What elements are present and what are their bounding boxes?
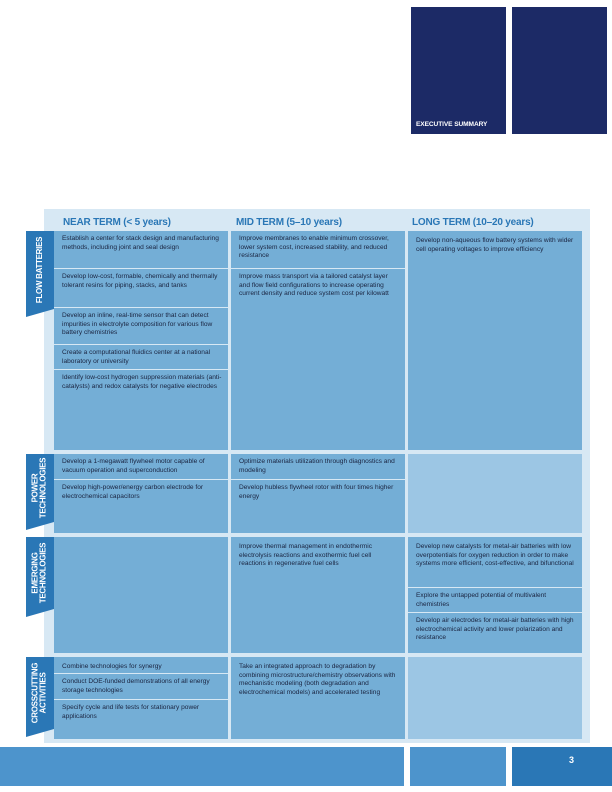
header-block-right bbox=[512, 7, 607, 134]
cell-cross-mid bbox=[231, 657, 405, 739]
column-header-long-term: LONG TERM (10–20 years) bbox=[412, 217, 534, 228]
list-item: Explore the untapped potential of multivalent chemistries bbox=[416, 592, 547, 608]
list-item: Improve mass transport via a tailored catalyst layer and flow field configurations to increase operating current density and reduce system cost per kilowatt bbox=[239, 273, 389, 297]
list-item: Develop an inline, real-time sensor that can detect impurities in electrolyte composition for various flow battery chemistries bbox=[62, 312, 213, 336]
cell-flow-near bbox=[54, 231, 228, 450]
list-item: Improve membranes to enable minimum crossover, lower system cost, increased stability, and reduced resistance bbox=[239, 235, 389, 259]
list-item: Optimize materials utilization through diagnostics and modeling bbox=[239, 458, 395, 474]
cell-flow-mid bbox=[231, 231, 405, 450]
cell-power-long bbox=[408, 454, 582, 533]
cell-flow-long bbox=[408, 231, 582, 450]
list-item: Develop a 1-megawatt flywheel motor capable of vacuum operation and superconduction bbox=[62, 458, 205, 474]
cell-power-near bbox=[54, 454, 228, 533]
list-item: Specify cycle and life tests for stationary power applications bbox=[62, 704, 200, 720]
list-item: Develop non-aqueous flow battery systems with wider cell operating voltages to improve efficiency bbox=[416, 237, 574, 253]
cell-emerging-mid bbox=[231, 537, 405, 653]
column-header-mid-term: MID TERM (5–10 years) bbox=[236, 217, 342, 228]
header-block-left bbox=[411, 7, 506, 134]
list-item: Develop high-power/energy carbon electrode for electrochemical capacitors bbox=[62, 484, 204, 500]
footer-bar-left bbox=[0, 747, 404, 786]
list-item: Develop new catalysts for metal-air batteries with low overpotentials for oxygen reduction in order to make systems more efficient, cost-effective, and bifunctional bbox=[416, 543, 574, 567]
list-item: Improve thermal management in endothermic electrolysis reactions and exothermic fuel cell reactions in regenerative fuel cells bbox=[239, 543, 373, 567]
column-header-near-term: NEAR TERM (< 5 years) bbox=[63, 217, 171, 228]
row-label-crosscutting-activities: CROSSCUTTING ACTIVITIES bbox=[26, 657, 54, 729]
list-item: Develop air electrodes for metal-air batteries with high electrochemical activity and lower polarization and resistance bbox=[416, 617, 574, 641]
cell-cross-near bbox=[54, 657, 228, 739]
cell-cross-long bbox=[408, 657, 582, 739]
cell-emerging-near bbox=[54, 537, 228, 653]
list-item: Develop low-cost, formable, chemically and thermally tolerant resins for piping, stacks, and tanks bbox=[62, 273, 218, 289]
section-label: EXECUTIVE SUMMARY bbox=[416, 121, 488, 128]
row-label-flow-batteries: FLOW BATTERIES bbox=[26, 231, 54, 309]
list-item: Take an integrated approach to degradation by combining microstructure/chemistry observations with mechanistic modeling (both degradation and electrochemical models) and accelerated testing bbox=[239, 663, 396, 696]
page-number: 3 bbox=[569, 755, 575, 765]
cell-power-mid bbox=[231, 454, 405, 533]
list-item: Conduct DOE-funded demonstrations of all energy storage technologies bbox=[62, 678, 210, 694]
list-item: Create a computational fluidics center at a national laboratory or university bbox=[62, 349, 211, 365]
cell-emerging-long bbox=[408, 537, 582, 653]
list-item: Combine technologies for synergy bbox=[62, 663, 162, 670]
footer-bar-middle bbox=[410, 747, 506, 786]
list-item: Identify low-cost hydrogen suppression materials (anti-catalysts) and redox catalysts for negative electrodes bbox=[62, 374, 222, 390]
footer-bar-right bbox=[512, 747, 612, 786]
list-item: Develop hubless flywheel rotor with four times higher energy bbox=[239, 484, 394, 500]
row-label-power-technologies: POWER TECHNOLOGIES bbox=[26, 454, 54, 522]
list-item: Establish a center for stack design and manufacturing methods, including joint and seal design bbox=[62, 235, 219, 251]
row-label-emerging-technologies: EMERGING TECHNOLOGIES bbox=[26, 537, 54, 609]
